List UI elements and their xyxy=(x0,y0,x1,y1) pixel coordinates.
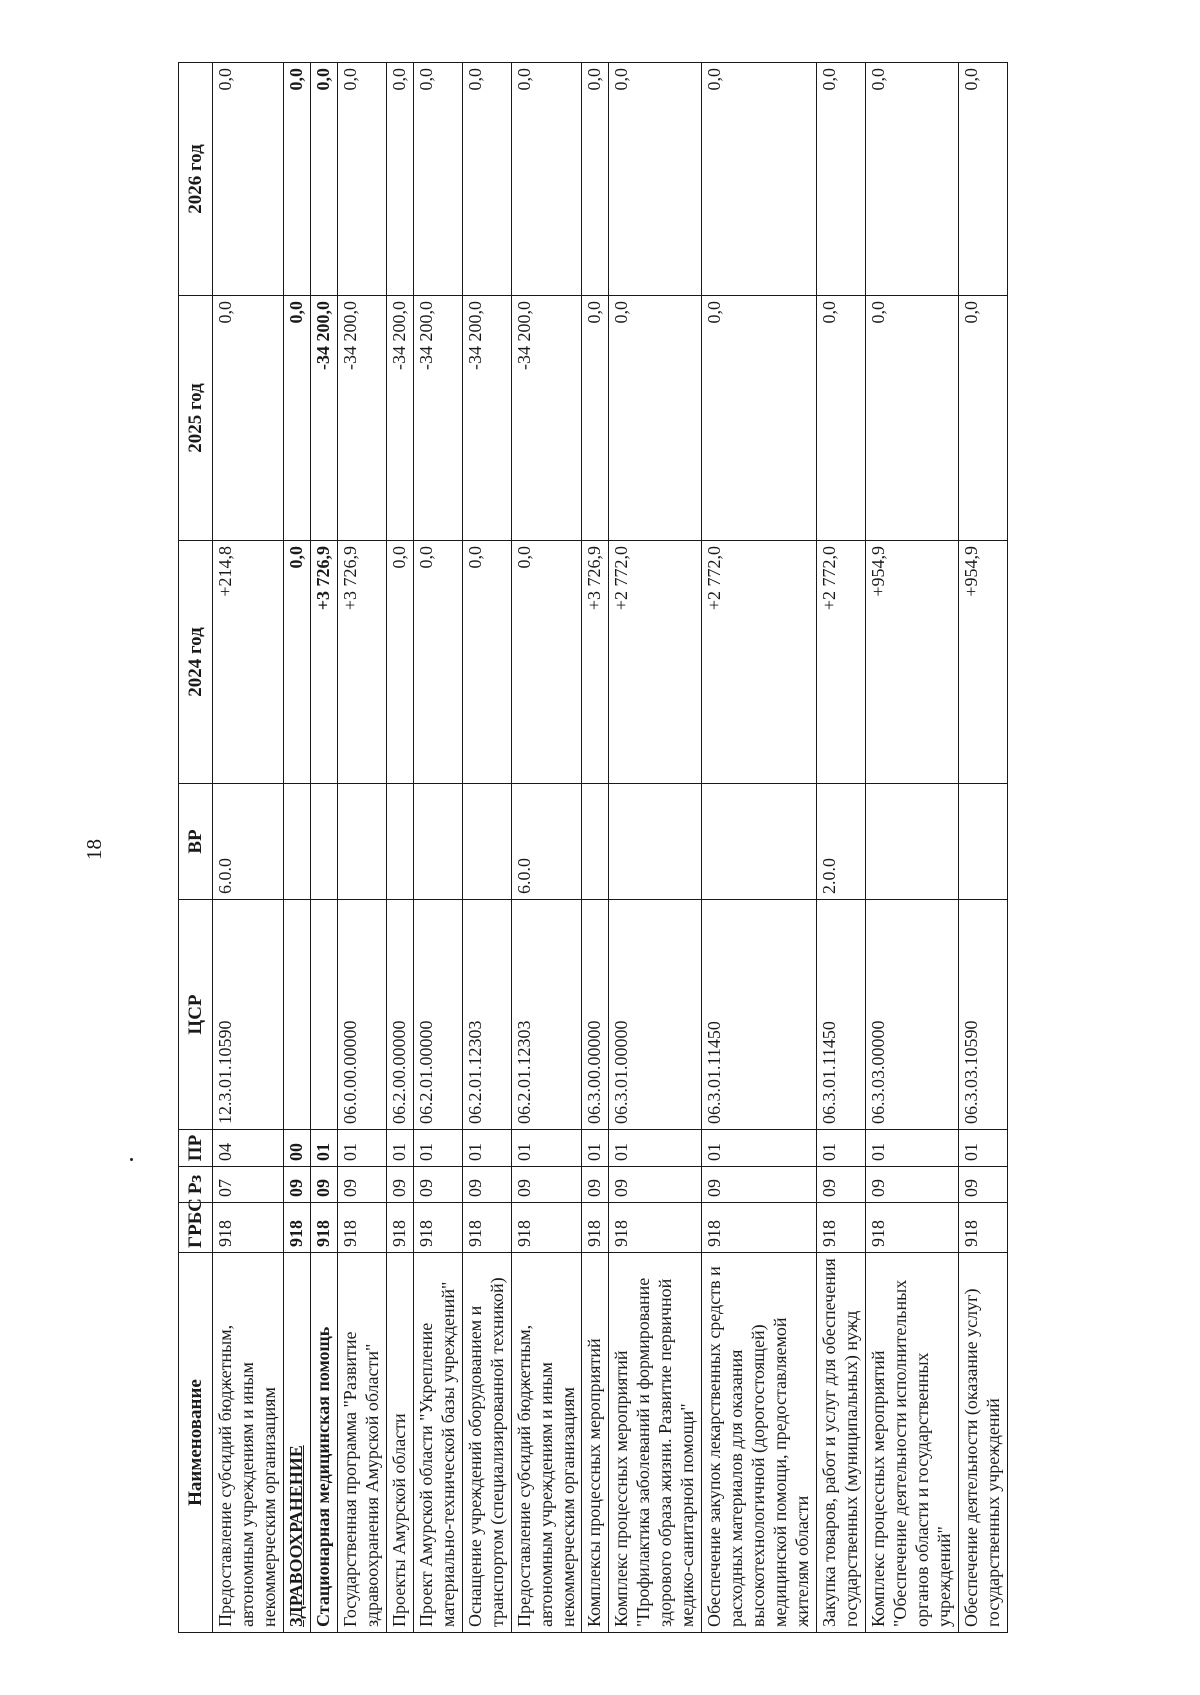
cell-2026: 0,0 xyxy=(511,63,582,296)
cell-grbs: 918 xyxy=(386,1203,413,1253)
table-header-row xyxy=(179,63,213,1633)
cell-2026: 0,0 xyxy=(413,63,462,296)
cell-vr xyxy=(337,784,386,900)
cell-name: Оснащение учреждений оборудованием и транспортом (специализированной техникой) xyxy=(462,1253,511,1633)
cell-2026: 0,0 xyxy=(462,63,511,296)
cell-2025: 0,0 xyxy=(817,296,866,541)
table-row xyxy=(310,63,337,1633)
cell-rz: 09 xyxy=(284,1167,311,1203)
cell-grbs: 918 xyxy=(337,1203,386,1253)
table-row xyxy=(337,63,386,1633)
cell-name: Комплексы процессных мероприятий xyxy=(582,1253,609,1633)
table-row xyxy=(817,63,866,1633)
cell-rz: 09 xyxy=(865,1167,958,1203)
cell-pr: 01 xyxy=(702,1130,817,1167)
cell-name: Стационарная медицинская помощь xyxy=(310,1253,337,1633)
cell-csr: 06.2.00.00000 xyxy=(386,900,413,1130)
cell-rz: 09 xyxy=(462,1167,511,1203)
cell-pr: 01 xyxy=(337,1130,386,1167)
cell-2026: 0,0 xyxy=(609,63,702,296)
cell-2025: -34 200,0 xyxy=(337,296,386,541)
cell-vr xyxy=(284,784,311,900)
header-2025: 2025 год xyxy=(179,296,213,541)
cell-rz: 09 xyxy=(413,1167,462,1203)
cell-csr: 06.0.00.00000 xyxy=(337,900,386,1130)
cell-name: Обеспечение закупок лекарственных средств и расходных материалов для оказания высокотехнологичной (дорогостоящей) медицинской помощи, предоставляемой жителям области xyxy=(702,1253,817,1633)
cell-rz: 09 xyxy=(817,1167,866,1203)
budget-table xyxy=(178,62,1008,1633)
table-row xyxy=(511,63,582,1633)
cell-2026: 0,0 xyxy=(817,63,866,296)
cell-csr xyxy=(310,900,337,1130)
cell-vr xyxy=(702,784,817,900)
cell-name: Проект Амурской области "Укрепление материально-технической базы учреждений" xyxy=(413,1253,462,1633)
cell-csr: 06.3.01.11450 xyxy=(817,900,866,1130)
table-row xyxy=(582,63,609,1633)
cell-2024: 0,0 xyxy=(511,541,582,784)
cell-csr: 06.3.01.00000 xyxy=(609,900,702,1130)
cell-2024: +3 726,9 xyxy=(337,541,386,784)
cell-2025: 0,0 xyxy=(609,296,702,541)
header-rz: Рз xyxy=(179,1167,213,1203)
table-row xyxy=(413,63,462,1633)
cell-2026: 0,0 xyxy=(865,63,958,296)
table-row xyxy=(462,63,511,1633)
cell-name: Обеспечение деятельности (оказание услуг) государственных учреждений xyxy=(958,1253,1007,1633)
cell-2025: 0,0 xyxy=(865,296,958,541)
cell-2025: -34 200,0 xyxy=(310,296,337,541)
cell-grbs: 918 xyxy=(284,1203,311,1253)
cell-pr: 04 xyxy=(213,1130,284,1167)
header-2026: 2026 год xyxy=(179,63,213,296)
cell-2026: 0,0 xyxy=(213,63,284,296)
cell-csr: 06.2.01.00000 xyxy=(413,900,462,1130)
cell-2024: +2 772,0 xyxy=(609,541,702,784)
cell-pr: 00 xyxy=(284,1130,311,1167)
cell-rz: 09 xyxy=(702,1167,817,1203)
cell-pr: 01 xyxy=(958,1130,1007,1167)
cell-vr xyxy=(386,784,413,900)
cell-name: ЗДРАВООХРАНЕНИЕ xyxy=(284,1253,311,1633)
cell-2024: +3 726,9 xyxy=(582,541,609,784)
cell-vr xyxy=(582,784,609,900)
table-row xyxy=(386,63,413,1633)
cell-pr: 01 xyxy=(865,1130,958,1167)
cell-csr: 06.2.01.12303 xyxy=(511,900,582,1130)
cell-name: Государственная программа "Развитие здравоохранения Амурской области" xyxy=(337,1253,386,1633)
cell-2025: 0,0 xyxy=(582,296,609,541)
cell-pr: 01 xyxy=(310,1130,337,1167)
cell-rz: 09 xyxy=(337,1167,386,1203)
cell-pr: 01 xyxy=(462,1130,511,1167)
cell-grbs: 918 xyxy=(702,1203,817,1253)
cell-pr: 01 xyxy=(413,1130,462,1167)
cell-2026: 0,0 xyxy=(702,63,817,296)
cell-vr xyxy=(958,784,1007,900)
cell-name: Закупка товаров, работ и услуг для обеспечения государственных (муниципальных) нужд xyxy=(817,1253,866,1633)
cell-rz: 09 xyxy=(958,1167,1007,1203)
cell-2025: 0,0 xyxy=(284,296,311,541)
cell-csr: 06.2.01.12303 xyxy=(462,900,511,1130)
cell-2025: 0,0 xyxy=(702,296,817,541)
cell-2025: -34 200,0 xyxy=(511,296,582,541)
cell-2024: +954,9 xyxy=(865,541,958,784)
table-row xyxy=(284,63,311,1633)
cell-grbs: 918 xyxy=(310,1203,337,1253)
cell-pr: 01 xyxy=(511,1130,582,1167)
header-csr: ЦСР xyxy=(179,900,213,1130)
cell-name: Комплекс процессных мероприятий "Профилактика заболеваний и формирование здорового образа жизни. Развитие первичной медико-санитарной помощи" xyxy=(609,1253,702,1633)
cell-grbs: 918 xyxy=(462,1203,511,1253)
cell-2026: 0,0 xyxy=(386,63,413,296)
header-2024: 2024 год xyxy=(179,541,213,784)
cell-2024: 0,0 xyxy=(413,541,462,784)
cell-grbs: 918 xyxy=(817,1203,866,1253)
cell-2024: +214,8 xyxy=(213,541,284,784)
cell-pr: 01 xyxy=(582,1130,609,1167)
cell-name: Комплекс процессных мероприятий "Обеспечение деятельности исполнительных органов области и государственных учреждений" xyxy=(865,1253,958,1633)
cell-pr: 01 xyxy=(386,1130,413,1167)
cell-grbs: 918 xyxy=(609,1203,702,1253)
table-row xyxy=(213,63,284,1633)
table-row xyxy=(702,63,817,1633)
cell-csr: 06.3.03.10590 xyxy=(958,900,1007,1130)
cell-2026: 0,0 xyxy=(958,63,1007,296)
table-row xyxy=(958,63,1007,1633)
cell-2024: +2 772,0 xyxy=(817,541,866,784)
cell-grbs: 918 xyxy=(511,1203,582,1253)
cell-name: Предоставление субсидий бюджетным, автономным учреждениям и иным некоммерческим организациям xyxy=(213,1253,284,1633)
cell-name: Проекты Амурской области xyxy=(386,1253,413,1633)
cell-2026: 0,0 xyxy=(284,63,311,296)
cell-rz: 07 xyxy=(213,1167,284,1203)
table-row xyxy=(609,63,702,1633)
cell-2026: 0,0 xyxy=(310,63,337,296)
cell-name: Предоставление субсидий бюджетным, автономным учреждениям и иным некоммерческим организациям xyxy=(511,1253,582,1633)
cell-2026: 0,0 xyxy=(337,63,386,296)
header-name: Наименование xyxy=(179,1253,213,1633)
cell-vr xyxy=(609,784,702,900)
cell-vr: 6.0.0 xyxy=(213,784,284,900)
cell-rz: 09 xyxy=(310,1167,337,1203)
cell-csr: 06.3.03.00000 xyxy=(865,900,958,1130)
cell-2024: +2 772,0 xyxy=(702,541,817,784)
cell-rz: 09 xyxy=(582,1167,609,1203)
table-row xyxy=(865,63,958,1633)
cell-csr: 06.3.00.00000 xyxy=(582,900,609,1130)
cell-grbs: 918 xyxy=(413,1203,462,1253)
cell-2024: 0,0 xyxy=(284,541,311,784)
cell-vr xyxy=(413,784,462,900)
cell-csr xyxy=(284,900,311,1130)
cell-rz: 09 xyxy=(386,1167,413,1203)
cell-2026: 0,0 xyxy=(582,63,609,296)
cell-2024: +3 726,9 xyxy=(310,541,337,784)
cell-rz: 09 xyxy=(511,1167,582,1203)
cell-2025: -34 200,0 xyxy=(462,296,511,541)
cell-2025: -34 200,0 xyxy=(386,296,413,541)
cell-rz: 09 xyxy=(609,1167,702,1203)
cell-grbs: 918 xyxy=(958,1203,1007,1253)
cell-csr: 06.3.01.11450 xyxy=(702,900,817,1130)
cell-vr: 6.0.0 xyxy=(511,784,582,900)
cell-2024: 0,0 xyxy=(462,541,511,784)
cell-vr xyxy=(462,784,511,900)
cell-vr xyxy=(310,784,337,900)
cell-2024: 0,0 xyxy=(386,541,413,784)
header-pr: ПР xyxy=(179,1130,213,1167)
cell-pr: 01 xyxy=(817,1130,866,1167)
cell-vr: 2.0.0 xyxy=(817,784,866,900)
header-grbs: ГРБС xyxy=(179,1203,213,1253)
cell-2024: +954,9 xyxy=(958,541,1007,784)
page-number: 18 xyxy=(82,839,106,860)
cell-2025: -34 200,0 xyxy=(413,296,462,541)
scan-artifact-dot xyxy=(130,1158,133,1161)
cell-csr: 12.3.01.10590 xyxy=(213,900,284,1130)
header-vr: ВР xyxy=(179,784,213,900)
cell-vr xyxy=(865,784,958,900)
cell-2025: 0,0 xyxy=(213,296,284,541)
cell-grbs: 918 xyxy=(213,1203,284,1253)
cell-grbs: 918 xyxy=(582,1203,609,1253)
cell-2025: 0,0 xyxy=(958,296,1007,541)
cell-pr: 01 xyxy=(609,1130,702,1167)
cell-grbs: 918 xyxy=(865,1203,958,1253)
